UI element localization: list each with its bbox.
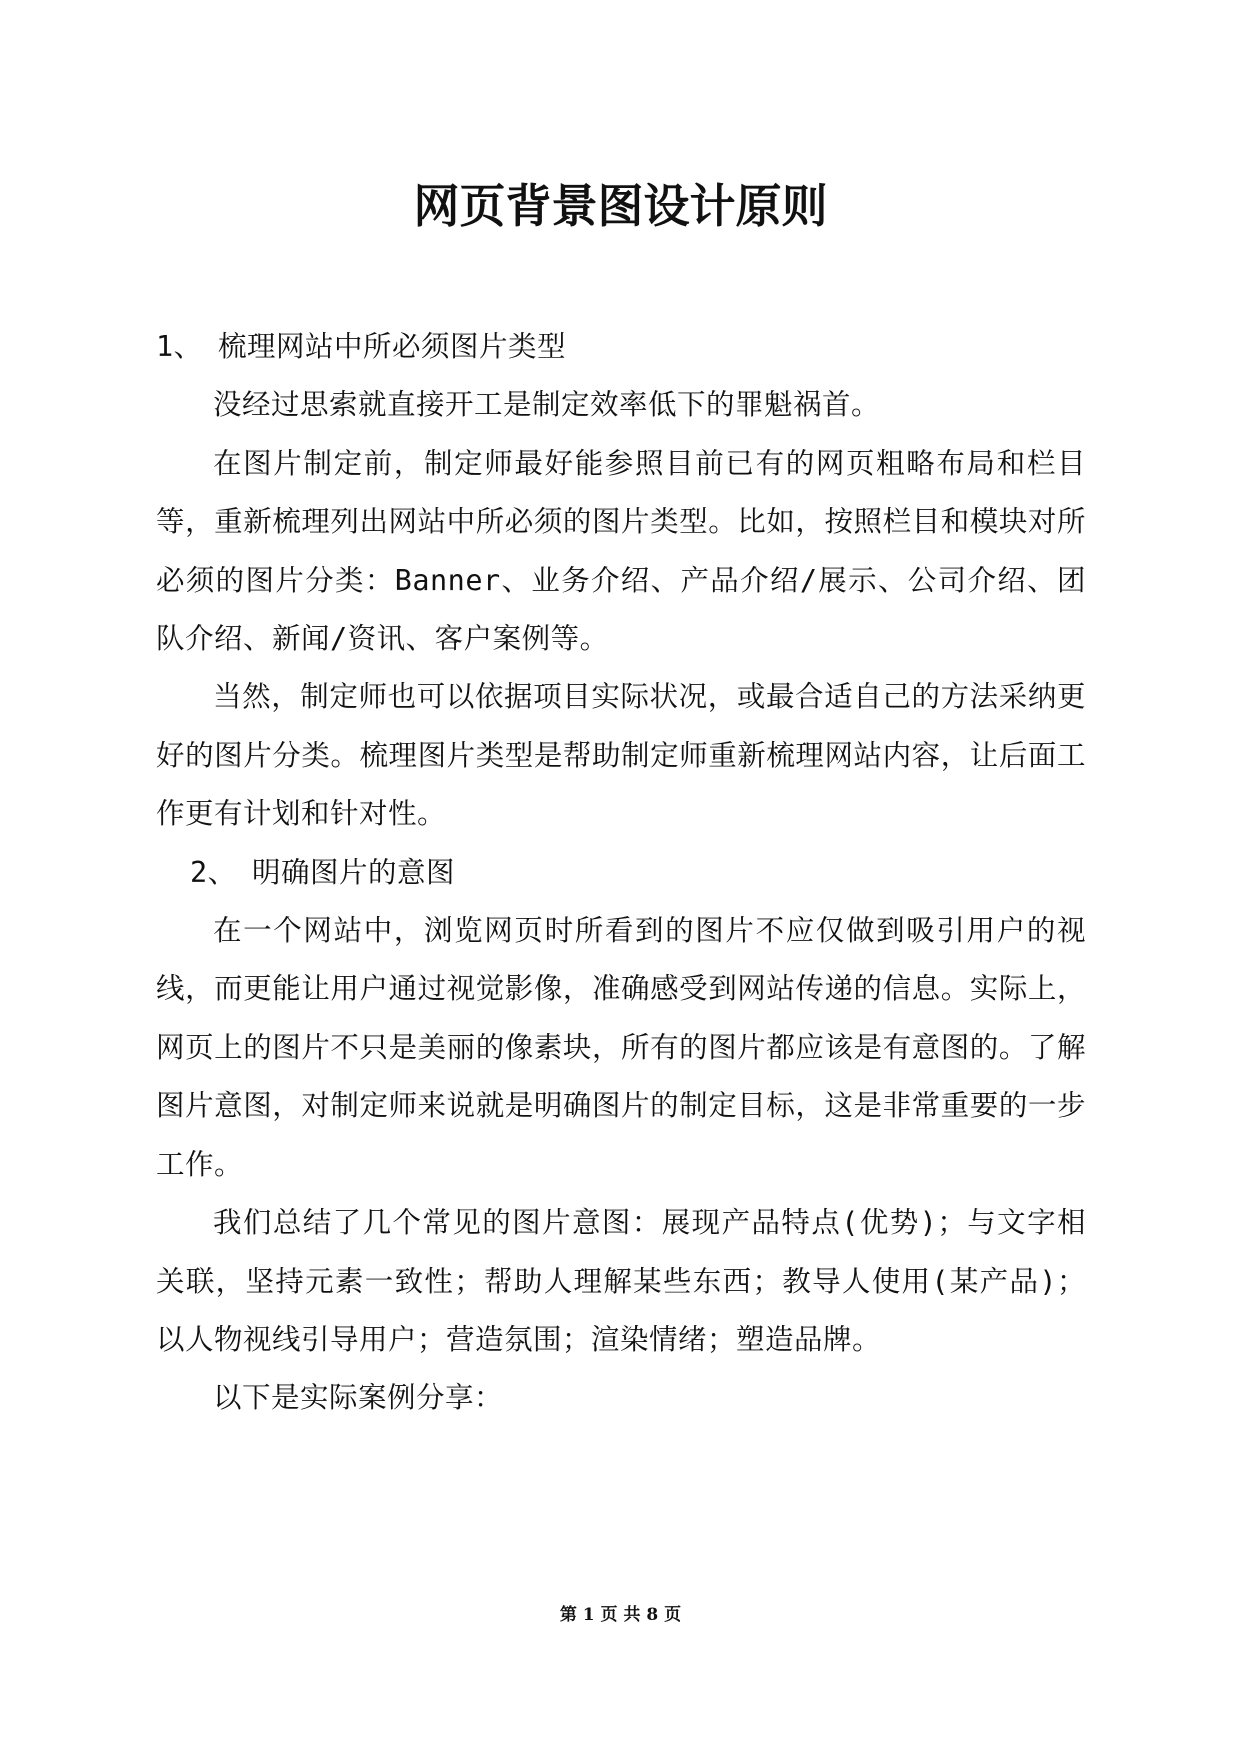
section-number: 2、	[190, 855, 237, 889]
paragraph: 没经过思索就直接开工是制定效率低下的罪魁祸首。	[213, 388, 881, 422]
paragraph: 以下是实际案例分享：	[213, 1381, 504, 1415]
section-number: 1、	[156, 330, 203, 363]
paragraph: 当然，制定师也可以依据项目实际状况，或最合适自己的方法采纳更好的图片分类。梳理图片类型是帮助制定师重新梳理网站内容，让后面工作更有计划和针对性。	[156, 680, 1086, 831]
section-heading-1	[156, 318, 1086, 376]
paragraph: 在图片制定前，制定师最好能参照目前已有的网页粗略布局和栏目等，重新梳理列出网站中所必须的图片类型。比如，按照栏目和模块对所必须的图片分类：Banner、业务介绍、产品介绍/展示、公司介绍、团队介绍、新闻/资讯、客户案例等。	[156, 446, 1086, 656]
section-heading-2	[156, 844, 1086, 902]
section-heading-text: 梳理网站中所必须图片类型	[218, 330, 567, 363]
page-footer: 第 1 页 共 8 页	[559, 1605, 682, 1625]
document-title: 网页背景图设计原则	[413, 179, 828, 233]
paragraph: 在一个网站中，浏览网页时所看到的图片不应仅做到吸引用户的视线，而更能让用户通过视觉影像，准确感受到网站传递的信息。实际上，网页上的图片不只是美丽的像素块，所有的图片都应该是有意图的。了解图片意图，对制定师来说就是明确图片的制定目标，这是非常重要的一步工作。	[156, 914, 1086, 1181]
document-body	[156, 318, 1086, 1428]
paragraph: 我们总结了几个常见的图片意图：展现产品特点(优势)；与文字相关联，坚持元素一致性；帮助人理解某些东西；教导人使用(某产品)；以人物视线引导用户；营造氛围；渲染情绪；塑造品牌。	[156, 1206, 1086, 1356]
section-heading-text: 明确图片的意图	[252, 855, 456, 889]
